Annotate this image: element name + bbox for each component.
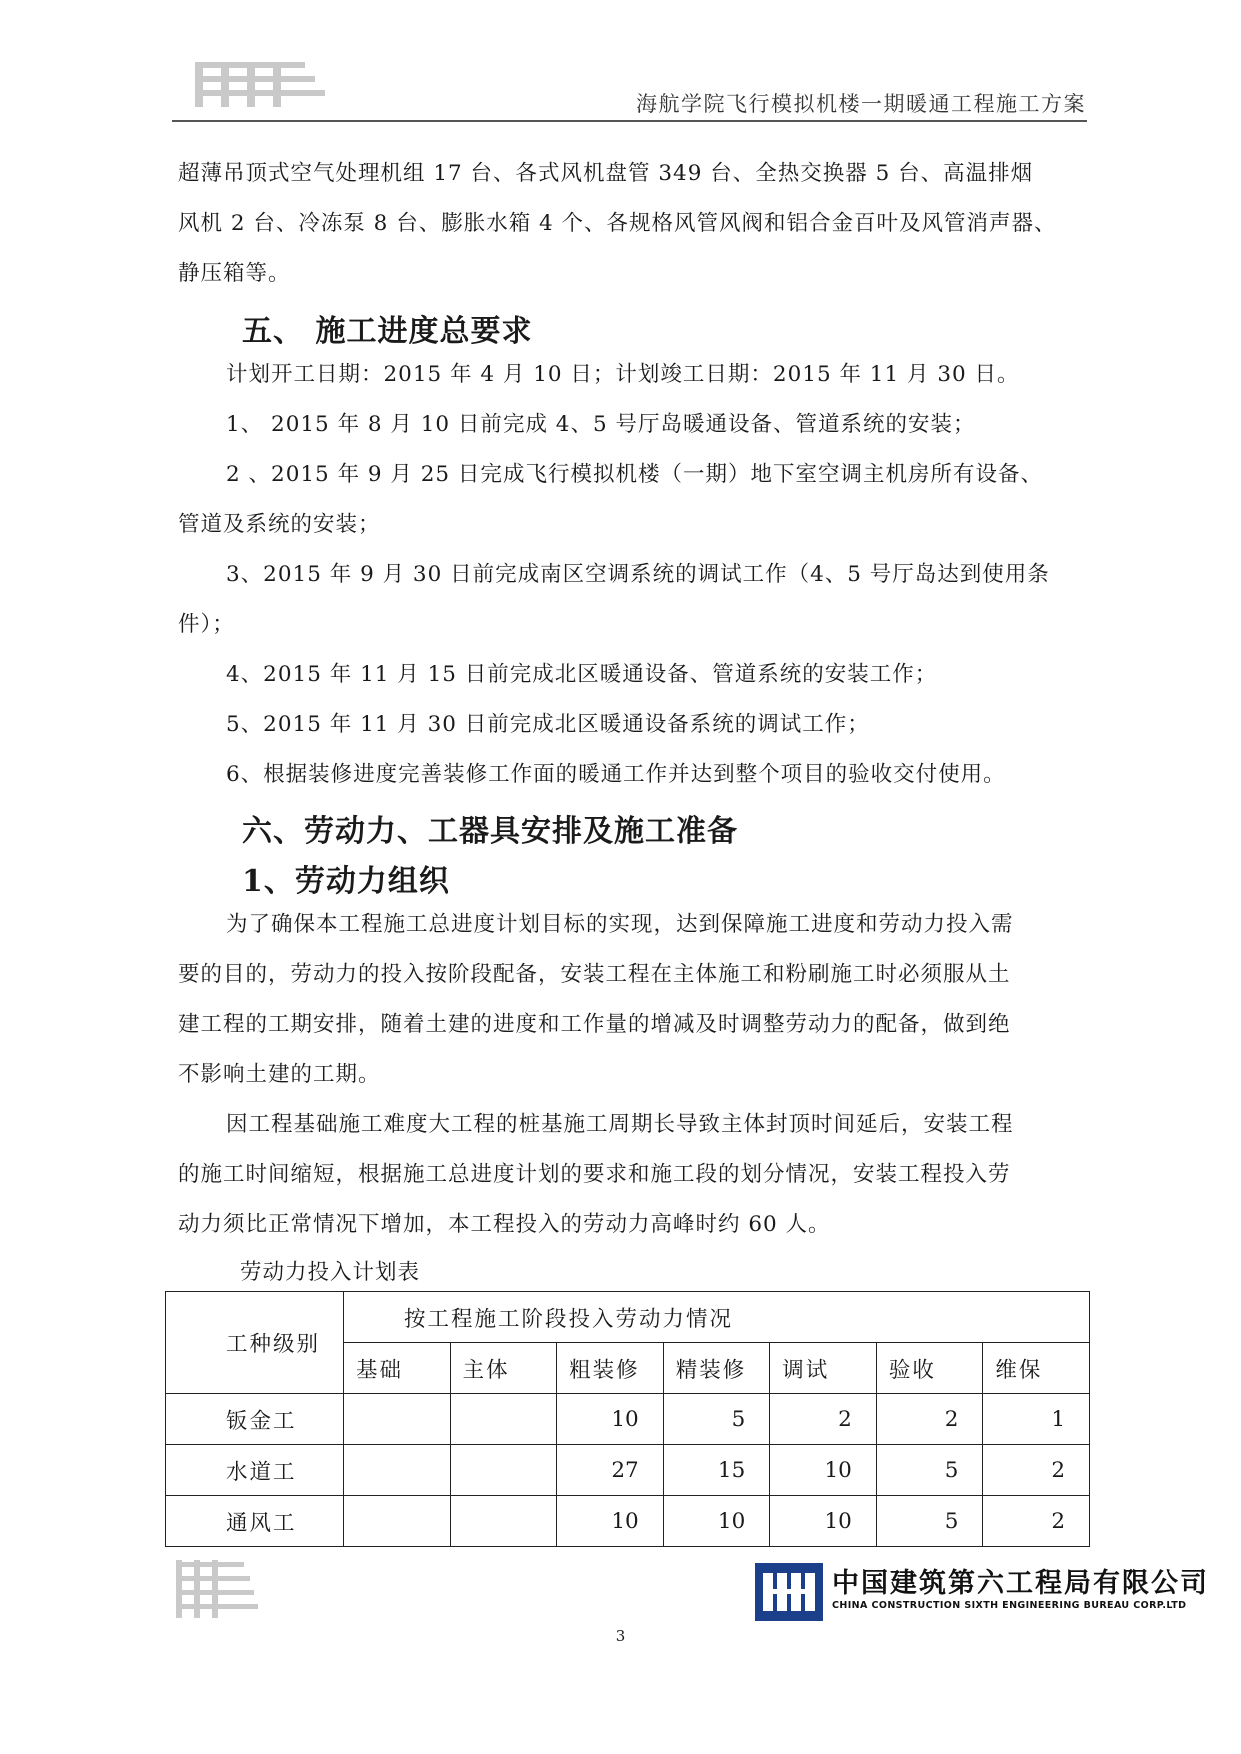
table-cell: 5 [663,1394,770,1445]
table-cell: 27 [557,1445,664,1496]
table-cell: 10 [557,1394,664,1445]
column-header: 维保 [983,1343,1090,1394]
company-name-cn: 中国建筑第六工程局有限公司 [832,1568,1209,1599]
company-name-en: CHINA CONSTRUCTION SIXTH ENGINEERING BUREAU CORP.LTD [832,1600,1187,1611]
table-header-row [166,1292,1090,1343]
labor-plan-table [165,1291,1090,1547]
table-cell: 10 [770,1445,877,1496]
table-row [166,1496,1090,1547]
schedule-line: 计划开工日期：2015 年 4 月 10 日；计划竣工日期：2015 年 11 月 30 日。 [226,362,1020,387]
table-cell: 2 [876,1394,983,1445]
section-6-heading: 六、劳动力、工器具安排及施工准备 [242,814,738,849]
column-header: 主体 [450,1343,557,1394]
header-title: 海航学院飞行模拟机楼一期暖通工程施工方案 [636,92,1086,116]
table-cell [450,1445,557,1496]
paragraph-line: 的施工时间缩短，根据施工总进度计划的要求和施工段的划分情况，安装工程投入劳 [178,1162,1011,1187]
schedule-line: 3、2015 年 9 月 30 日前完成南区空调系统的调试工作（4、5 号厅岛达到使用条 [226,562,1050,587]
paragraph-line: 动力须比正常情况下增加，本工程投入的劳动力高峰时约 60 人。 [178,1212,831,1237]
table-row [166,1445,1090,1496]
trade-name: 水道工 [166,1445,344,1496]
paragraph-line: 不影响土建的工期。 [178,1062,381,1087]
intro-line: 静压箱等。 [178,261,291,286]
paragraph-line: 为了确保本工程施工总进度计划目标的实现，达到保障施工进度和劳动力投入需 [226,912,1014,937]
table-cell: 2 [983,1496,1090,1547]
table-cell [450,1394,557,1445]
table-cell: 10 [770,1496,877,1547]
schedule-line: 4、2015 年 11 月 15 日前完成北区暖通设备、管道系统的安装工作； [226,662,938,687]
schedule-line: 件）； [178,612,235,637]
schedule-line: 管道及系统的安装； [178,512,381,537]
table-cell: 1 [983,1394,1090,1445]
footer-stripes-icon [176,1560,258,1618]
schedule-line: 5、2015 年 11 月 30 日前完成北区暖通设备系统的调试工作； [226,712,870,737]
schedule-line: 2 、2015 年 9 月 25 日完成飞行模拟机楼（一期）地下室空调主机房所有设备、 [226,462,1043,487]
column-header: 验收 [876,1343,983,1394]
schedule-line: 6、根据装修进度完善装修工作面的暖通工作并达到整个项目的验收交付使用。 [226,762,1006,787]
paragraph-line: 要的目的，劳动力的投入按阶段配备，安装工程在主体施工和粉刷施工时必须服从土 [178,962,1011,987]
paragraph-line: 建工程的工期安排，随着土建的进度和工作量的增减及时调整劳动力的配备，做到绝 [178,1012,1011,1037]
table-cell [344,1394,451,1445]
schedule-line: 1、 2015 年 8 月 10 日前完成 4、5 号厅岛暖通设备、管道系统的安装； [226,412,976,437]
table-cell: 10 [557,1496,664,1547]
table-cell: 5 [876,1445,983,1496]
section-5-heading: 五、 施工进度总要求 [242,314,533,349]
table-cell [450,1496,557,1547]
intro-line: 风机 2 台、冷冻泵 8 台、膨胀水箱 4 个、各规格风管风阀和铝合金百叶及风管消声器、 [178,211,1057,236]
row-header-cell: 工种级别 [166,1292,344,1394]
table-cell: 2 [983,1445,1090,1496]
paragraph-line: 因工程基础施工难度大工程的桩基施工周期长导致主体封顶时间延后，安装工程 [226,1112,1014,1137]
table-row [166,1394,1090,1445]
subsection-heading: 1、劳动力组织 [242,864,450,899]
table-cell [344,1445,451,1496]
table-caption: 劳动力投入计划表 [240,1260,421,1285]
table-cell: 2 [770,1394,877,1445]
table-cell: 15 [663,1445,770,1496]
column-header: 调试 [770,1343,877,1394]
header-logo-icon [195,62,325,107]
trade-name: 钣金工 [166,1394,344,1445]
intro-line: 超薄吊顶式空气处理机组 17 台、各式风机盘管 349 台、全热交换器 5 台、高温排烟 [178,161,1034,186]
header-rule [172,120,1087,122]
page-number: 3 [615,1627,626,1645]
table-cell [344,1496,451,1547]
cscec-logo-icon [755,1563,823,1621]
column-header: 精装修 [663,1343,770,1394]
column-header: 基础 [344,1343,451,1394]
column-header: 粗装修 [557,1343,664,1394]
trade-name: 通风工 [166,1496,344,1547]
group-header-cell: 按工程施工阶段投入劳动力情况 [344,1292,1090,1343]
table-cell: 5 [876,1496,983,1547]
table-cell: 10 [663,1496,770,1547]
